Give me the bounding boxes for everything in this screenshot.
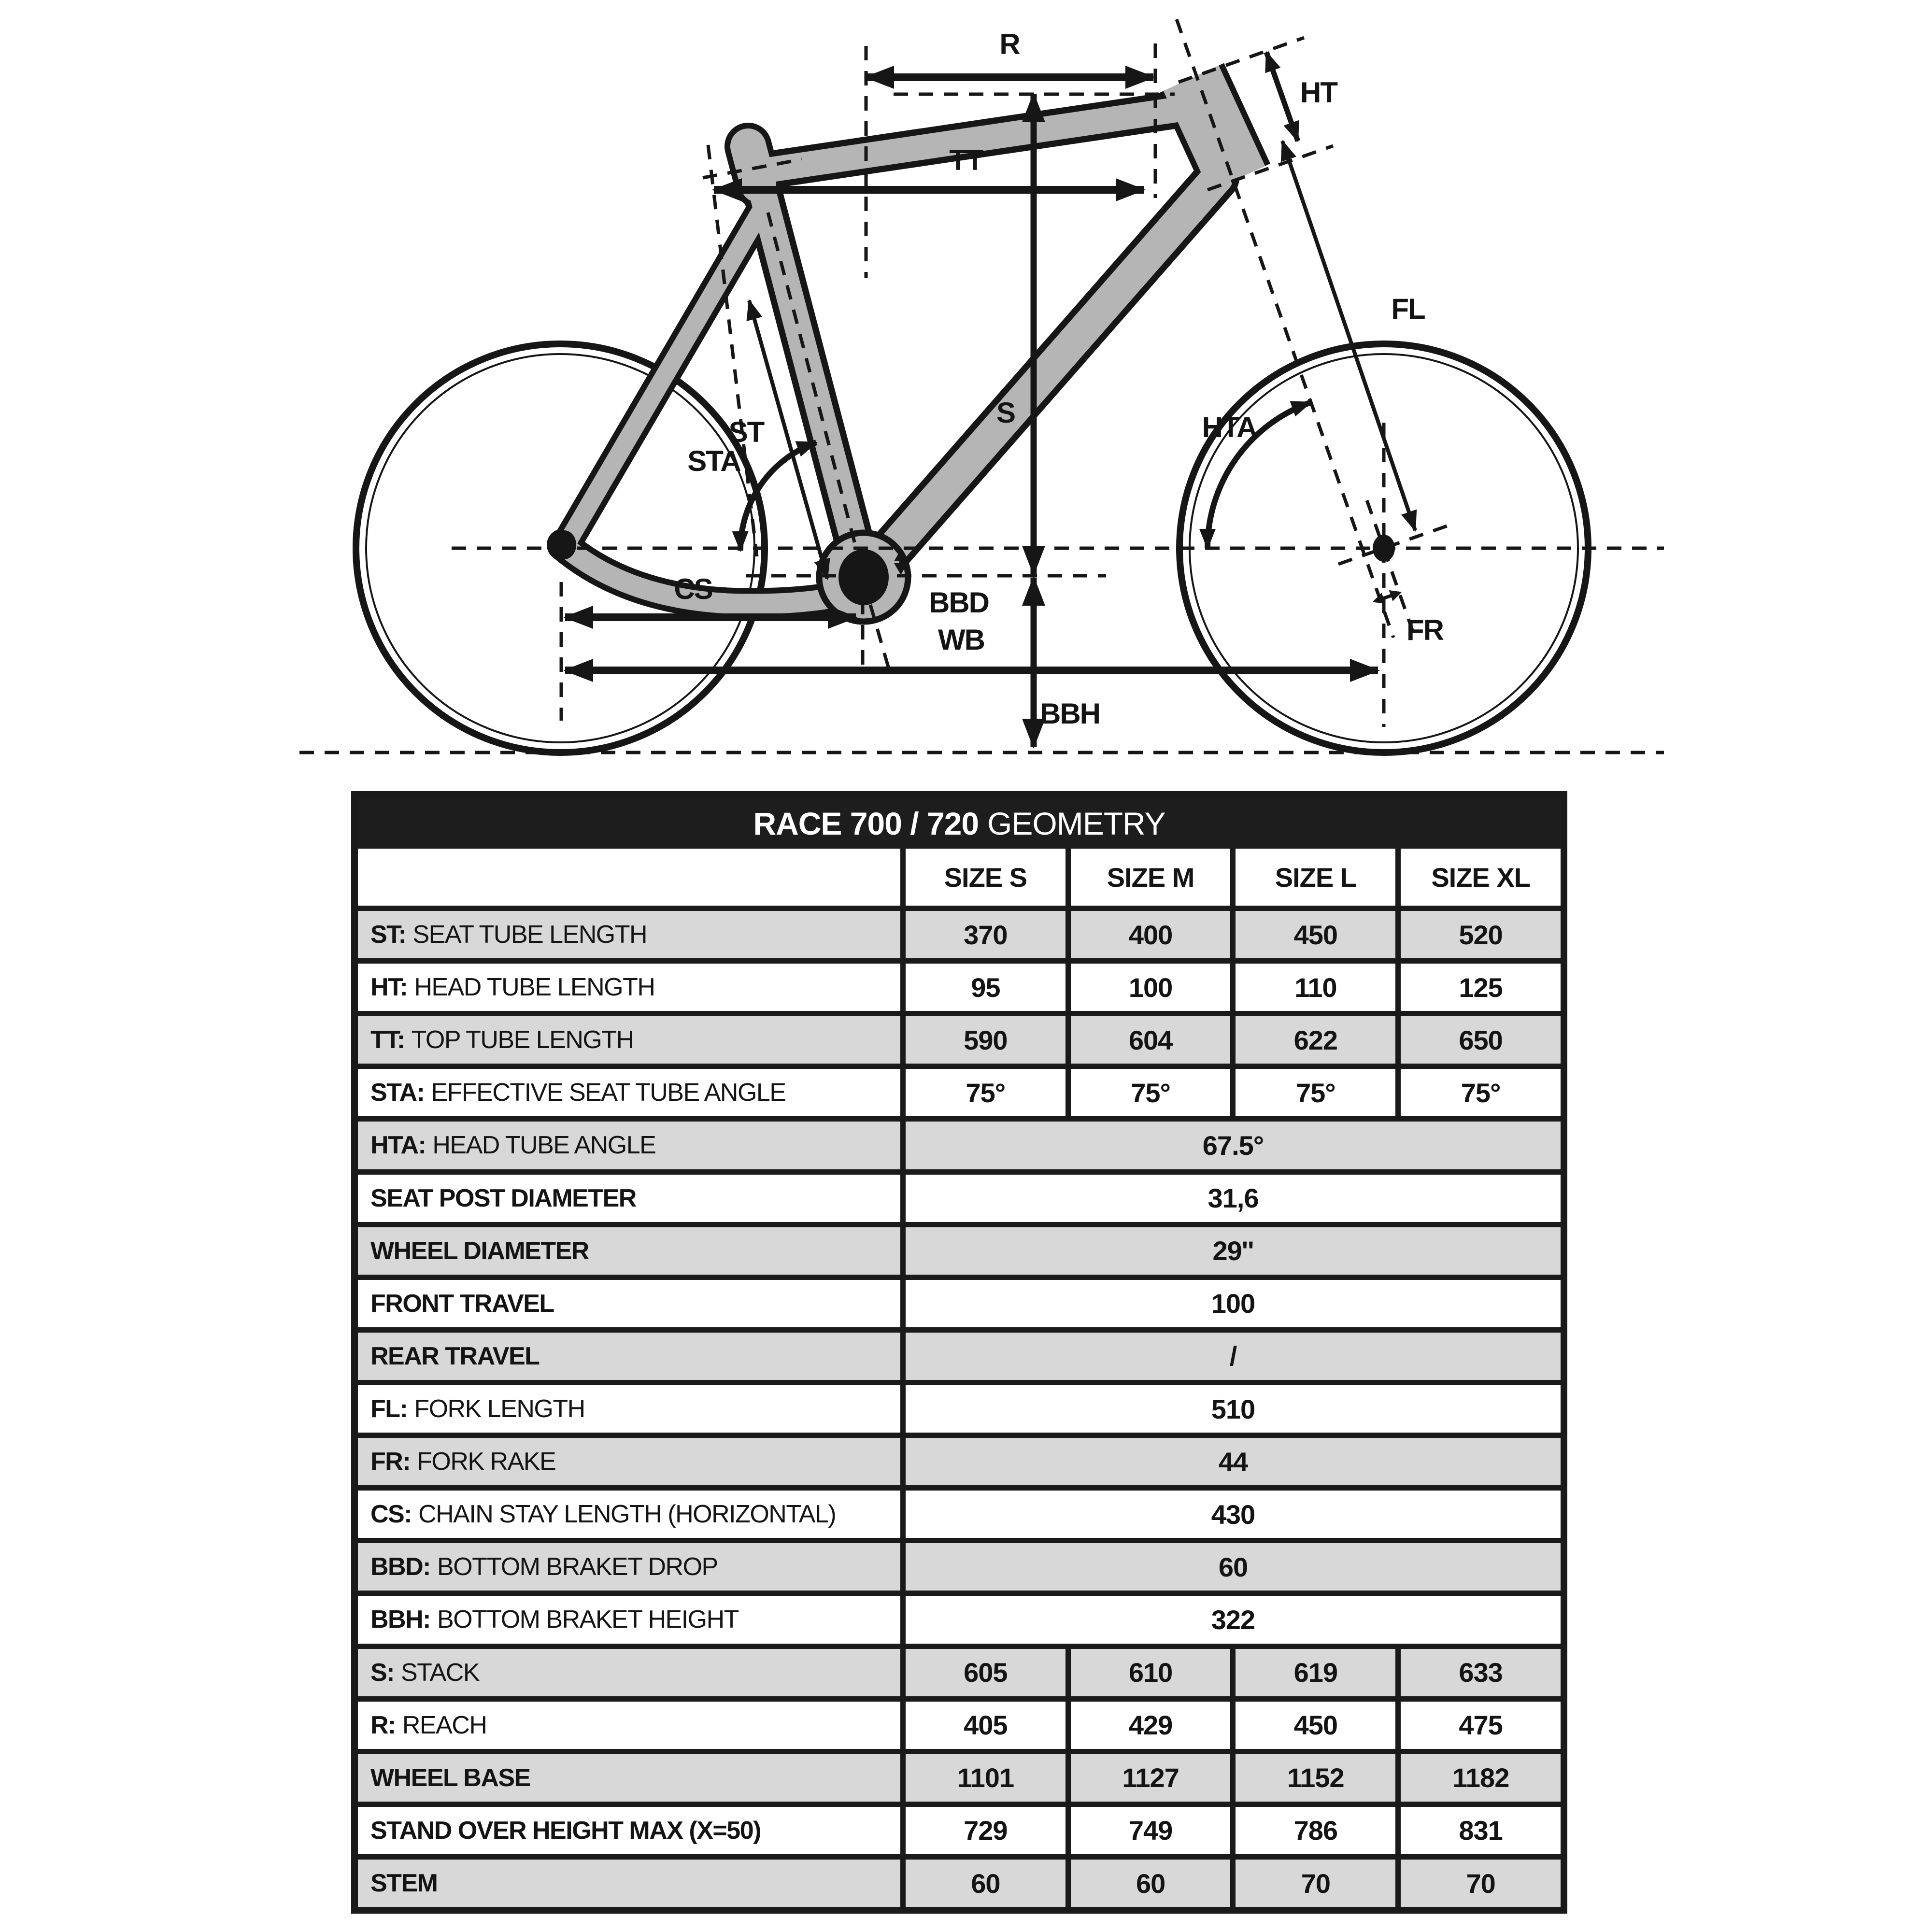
table-row [358, 906, 1561, 958]
row-label-text: HEAD TUBE LENGTH [414, 973, 655, 1002]
row-value: 1127 [1065, 1754, 1231, 1802]
table-row [358, 1433, 1561, 1485]
row-label [358, 1491, 900, 1538]
row-label [358, 1438, 900, 1485]
row-value: 450 [1230, 1702, 1395, 1749]
bottom-bracket-height-label: BBH [1040, 697, 1100, 730]
row-value: 75° [1395, 1069, 1561, 1116]
row-label-text: BOTTOM BRAKET DROP [437, 1553, 718, 1581]
row-label [358, 1649, 900, 1696]
table-row [358, 1380, 1561, 1433]
table-row [358, 1644, 1561, 1696]
row-label-prefix: FL: [370, 1395, 408, 1423]
row-label-prefix: CS: [370, 1500, 412, 1529]
chain-stay-label: CS [674, 573, 712, 605]
fork-length-arrow [1282, 141, 1415, 530]
row-value: 605 [900, 1649, 1065, 1696]
row-value: 650 [1395, 1016, 1561, 1064]
row-label [358, 1807, 900, 1854]
header-size-s: SIZE S [900, 849, 1065, 906]
row-value: 1101 [900, 1754, 1065, 1802]
row-value: 75° [1230, 1069, 1395, 1116]
row-label-prefix: ST: [370, 921, 406, 949]
row-value: 429 [1065, 1702, 1231, 1749]
table-row [358, 1749, 1561, 1802]
seat-tube-angle-label: STA [687, 445, 740, 477]
head-tube-arrow [1266, 52, 1298, 141]
row-value: 633 [1395, 1649, 1561, 1696]
row-value: 520 [1395, 911, 1561, 958]
row-value-span: 44 [900, 1438, 1561, 1485]
header-size-m: SIZE M [1065, 849, 1231, 906]
row-value: 60 [1065, 1860, 1231, 1907]
row-label-prefix: HTA: [370, 1131, 426, 1160]
row-label-text: STACK [401, 1658, 480, 1687]
table-row [358, 1854, 1561, 1907]
row-label-text: REAR TRAVEL [370, 1342, 540, 1370]
row-label-text: HEAD TUBE ANGLE [432, 1131, 656, 1160]
row-value: 786 [1230, 1807, 1395, 1854]
bike-geometry-diagram [0, 0, 1932, 785]
row-label-prefix: STA: [370, 1079, 425, 1107]
table-row [358, 1011, 1561, 1064]
reach-label: R [999, 28, 1020, 60]
row-label [358, 1016, 900, 1064]
top-tube-label: TT [949, 144, 983, 176]
header-size-xl: SIZE XL [1395, 849, 1561, 906]
table-row [358, 1222, 1561, 1275]
row-value: 110 [1230, 964, 1395, 1011]
row-label-text: TOP TUBE LENGTH [411, 1026, 634, 1054]
row-value: 70 [1395, 1860, 1561, 1907]
row-value: 619 [1230, 1649, 1395, 1696]
row-label [358, 1122, 900, 1169]
row-label-text: BOTTOM BRAKET HEIGHT [437, 1605, 739, 1634]
row-value: 125 [1395, 964, 1561, 1011]
row-value-span: / [900, 1333, 1561, 1380]
row-value: 604 [1065, 1016, 1231, 1064]
row-label [358, 1596, 900, 1643]
row-label-prefix: HT: [370, 973, 408, 1002]
row-label-text: STEM [370, 1869, 438, 1898]
row-value: 729 [900, 1807, 1065, 1854]
row-value: 610 [1065, 1649, 1231, 1696]
row-value-span: 430 [900, 1491, 1561, 1538]
table-row [358, 1169, 1561, 1222]
row-label [358, 1543, 900, 1591]
row-label-prefix: R: [370, 1711, 396, 1739]
head-tube-angle-label: HTA [1202, 411, 1257, 443]
seat-tube-label: ST [728, 416, 764, 448]
row-value-span: 510 [900, 1385, 1561, 1433]
row-label-prefix: BBD: [370, 1553, 430, 1581]
row-value: 70 [1230, 1860, 1395, 1907]
row-value: 400 [1065, 911, 1231, 958]
row-value-span: 100 [900, 1280, 1561, 1327]
row-label-text: SEAT POST DIAMETER [370, 1184, 636, 1212]
row-label-prefix: S: [370, 1658, 394, 1687]
table-row [358, 1538, 1561, 1591]
row-label [358, 1227, 900, 1275]
row-label-text: SEAT TUBE LENGTH [412, 921, 647, 949]
row-value: 75° [900, 1069, 1065, 1116]
row-value: 475 [1395, 1702, 1561, 1749]
row-label-text: FORK RAKE [417, 1448, 556, 1476]
row-label-prefix: TT: [370, 1026, 405, 1054]
table-title-suffix: GEOMETRY [987, 805, 1165, 841]
row-value-span: 322 [900, 1596, 1561, 1643]
row-label [358, 1385, 900, 1433]
row-label-text: STAND OVER HEIGHT MAX (X=50) [370, 1816, 761, 1845]
table-row [358, 958, 1561, 1011]
table-row [358, 1802, 1561, 1854]
row-label-text: WHEEL BASE [370, 1763, 530, 1792]
row-label [358, 964, 900, 1011]
row-value: 75° [1065, 1069, 1231, 1116]
header-empty-cell [358, 849, 900, 906]
row-value: 405 [900, 1702, 1065, 1749]
row-label-text: WHEEL DIAMETER [370, 1236, 589, 1265]
table-row [358, 1696, 1561, 1749]
row-value: 95 [900, 964, 1065, 1011]
row-label [358, 911, 900, 958]
row-value: 831 [1395, 1807, 1561, 1854]
dimension-arrows [565, 52, 1415, 747]
row-label-text: FORK LENGTH [414, 1395, 585, 1423]
rear-axle [552, 530, 576, 559]
wheel-base-label: WB [938, 624, 984, 656]
row-value: 1182 [1395, 1754, 1561, 1802]
row-value: 370 [900, 911, 1065, 958]
row-value-span: 29'' [900, 1227, 1561, 1275]
row-label [358, 1333, 900, 1380]
row-label [358, 1069, 900, 1116]
row-label-prefix: BBH: [370, 1605, 430, 1634]
row-value: 450 [1230, 911, 1395, 958]
stack-label: S [996, 397, 1015, 429]
header-size-l: SIZE L [1230, 849, 1395, 906]
row-label [358, 1860, 900, 1907]
row-label-text: FRONT TRAVEL [370, 1289, 554, 1318]
table-row [358, 1485, 1561, 1538]
row-label-text: REACH [402, 1711, 487, 1739]
table-row [358, 1327, 1561, 1380]
frame-fill [563, 78, 1237, 604]
table-row [358, 1064, 1561, 1116]
fork-length-label: FL [1391, 293, 1425, 325]
row-value: 60 [900, 1860, 1065, 1907]
head-tube-label: HT [1300, 76, 1337, 109]
row-label-text: EFFECTIVE SEAT TUBE ANGLE [431, 1079, 786, 1107]
table-row [358, 1591, 1561, 1643]
row-value: 590 [900, 1016, 1065, 1064]
row-value-span: 31,6 [900, 1175, 1561, 1222]
row-value: 622 [1230, 1016, 1395, 1064]
row-value: 1152 [1230, 1754, 1395, 1802]
row-value: 100 [1065, 964, 1231, 1011]
table-title-model: RACE 700 / 720 [753, 805, 979, 841]
table-header-row [358, 849, 1561, 906]
bottom-bracket-drop-label: BBD [929, 586, 989, 619]
row-label [358, 1702, 900, 1749]
row-value-span: 60 [900, 1543, 1561, 1591]
row-label [358, 1280, 900, 1327]
table-row [358, 1116, 1561, 1169]
row-value: 749 [1065, 1807, 1231, 1854]
geometry-table [351, 791, 1567, 1914]
table-row [358, 1275, 1561, 1327]
row-value-span: 67.5° [900, 1122, 1561, 1169]
row-label [358, 1175, 900, 1222]
fork-rake-label: FR [1406, 614, 1443, 646]
row-label-text: CHAIN STAY LENGTH (HORIZONTAL) [418, 1500, 836, 1529]
table-title [358, 798, 1561, 849]
row-label [358, 1754, 900, 1802]
row-label-prefix: FR: [370, 1448, 411, 1476]
